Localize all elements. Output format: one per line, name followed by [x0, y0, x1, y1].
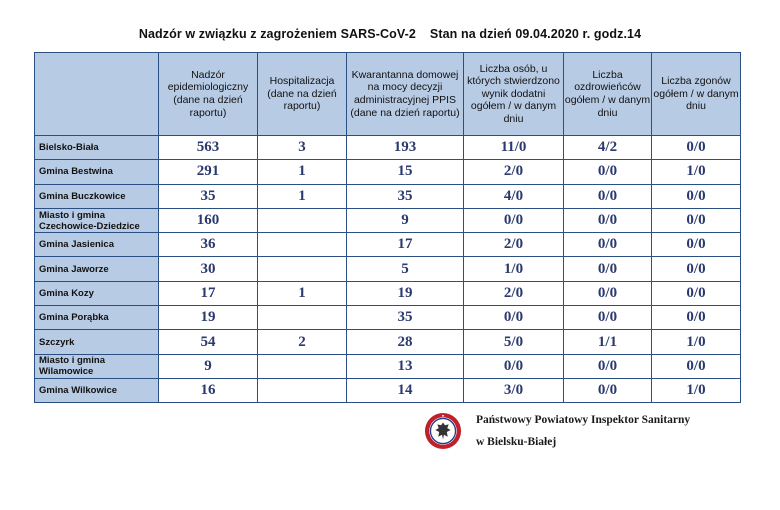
column-header: Hospitalizacja (dane na dzień raportu): [258, 53, 347, 136]
value-cell: 5: [347, 257, 464, 281]
value-cell: 5/0: [464, 330, 564, 354]
table-row: [35, 160, 741, 184]
value-cell: 9: [347, 208, 464, 232]
inspector-location: w Bielsku-Białej: [476, 436, 557, 448]
title-subject: Nadzór w związku z zagrożeniem SARS-CoV-2: [138, 27, 416, 41]
value-cell: 1/0: [652, 378, 741, 402]
value-cell: 0/0: [564, 160, 652, 184]
value-cell: 1/1: [564, 330, 652, 354]
value-cell: 17: [159, 281, 258, 305]
covid-report-table: [34, 52, 741, 403]
value-cell: 35: [347, 184, 464, 208]
value-cell: 193: [347, 136, 464, 160]
value-cell: 0/0: [564, 281, 652, 305]
value-cell: 0/0: [652, 208, 741, 232]
column-header: Kwarantanna domowej na mocy decyzji administracyjnej PPIS (dane na dzień raportu): [347, 53, 464, 136]
value-cell: [258, 208, 347, 232]
value-cell: 1: [258, 184, 347, 208]
value-cell: 19: [347, 281, 464, 305]
value-cell: 0/0: [464, 354, 564, 378]
page-title: [0, 27, 780, 41]
table-row: [35, 136, 741, 160]
table-row: [35, 184, 741, 208]
value-cell: 0/0: [652, 281, 741, 305]
value-cell: 160: [159, 208, 258, 232]
value-cell: 2: [258, 330, 347, 354]
value-cell: 0/0: [464, 306, 564, 330]
value-cell: 54: [159, 330, 258, 354]
table-header-row: [35, 53, 741, 136]
table-row: [35, 208, 741, 232]
value-cell: 0/0: [564, 257, 652, 281]
value-cell: 0/0: [652, 354, 741, 378]
value-cell: 4/2: [564, 136, 652, 160]
sanitary-inspection-seal-icon: [424, 412, 462, 450]
table-row: [35, 281, 741, 305]
seal-dot: [442, 415, 444, 417]
value-cell: 17: [347, 233, 464, 257]
value-cell: 16: [159, 378, 258, 402]
value-cell: 4/0: [464, 184, 564, 208]
value-cell: 19: [159, 306, 258, 330]
column-header: Nadzór epidemiologiczny (dane na dzień raportu): [159, 53, 258, 136]
value-cell: 28: [347, 330, 464, 354]
value-cell: 1/0: [464, 257, 564, 281]
value-cell: 0/0: [564, 233, 652, 257]
value-cell: [258, 354, 347, 378]
value-cell: 0/0: [652, 184, 741, 208]
value-cell: 15: [347, 160, 464, 184]
signature-text: [476, 414, 690, 448]
value-cell: 0/0: [564, 184, 652, 208]
value-cell: 3/0: [464, 378, 564, 402]
column-header: Liczba zgonów ogółem / w danym dniu: [652, 53, 741, 136]
value-cell: 35: [159, 184, 258, 208]
value-cell: 0/0: [652, 306, 741, 330]
value-cell: 0/0: [652, 136, 741, 160]
value-cell: 3: [258, 136, 347, 160]
value-cell: 0/0: [564, 306, 652, 330]
value-cell: [258, 257, 347, 281]
value-cell: 0/0: [652, 233, 741, 257]
value-cell: 30: [159, 257, 258, 281]
value-cell: 0/0: [652, 257, 741, 281]
value-cell: 9: [159, 354, 258, 378]
column-header: Liczba osób, u których stwierdzono wynik dodatni ogółem / w danym dniu: [464, 53, 564, 136]
value-cell: 36: [159, 233, 258, 257]
table-row: [35, 306, 741, 330]
value-cell: 2/0: [464, 233, 564, 257]
inspector-title: Państwowy Powiatowy Inspektor Sanitarny: [476, 414, 691, 426]
region-name-cell: Gmina Jaworze: [35, 257, 159, 281]
value-cell: 0/0: [564, 208, 652, 232]
value-cell: 11/0: [464, 136, 564, 160]
region-name-cell: Gmina Buczkowice: [35, 184, 159, 208]
value-cell: 0/0: [564, 378, 652, 402]
table-row: [35, 233, 741, 257]
value-cell: 1/0: [652, 160, 741, 184]
column-header: [35, 53, 159, 136]
table-row: [35, 378, 741, 402]
region-name-cell: Gmina Kozy: [35, 281, 159, 305]
value-cell: 2/0: [464, 160, 564, 184]
region-name-cell: Bielsko-Biała: [35, 136, 159, 160]
region-name-cell: Gmina Bestwina: [35, 160, 159, 184]
value-cell: 1: [258, 160, 347, 184]
value-cell: [258, 233, 347, 257]
region-name-cell: Miasto i gmina Wilamowice: [35, 354, 159, 378]
value-cell: 291: [159, 160, 258, 184]
value-cell: 35: [347, 306, 464, 330]
value-cell: 13: [347, 354, 464, 378]
value-cell: 1/0: [652, 330, 741, 354]
inspector-signature: [424, 412, 754, 462]
column-header: Liczba ozdrowieńców ogółem / w danym dniu: [564, 53, 652, 136]
region-name-cell: Gmina Wilkowice: [35, 378, 159, 402]
region-name-cell: Gmina Porąbka: [35, 306, 159, 330]
value-cell: 2/0: [464, 281, 564, 305]
region-name-cell: Gmina Jasienica: [35, 233, 159, 257]
region-name-cell: Szczyrk: [35, 330, 159, 354]
value-cell: 14: [347, 378, 464, 402]
value-cell: 1: [258, 281, 347, 305]
value-cell: 563: [159, 136, 258, 160]
title-date: Stan na dzień 09.04.2020 r. godz.14: [429, 27, 642, 41]
value-cell: [258, 306, 347, 330]
value-cell: 0/0: [464, 208, 564, 232]
table-row: [35, 354, 741, 378]
table-row: [35, 330, 741, 354]
value-cell: 0/0: [564, 354, 652, 378]
value-cell: [258, 378, 347, 402]
region-name-cell: Miasto i gmina Czechowice-Dziedzice: [35, 208, 159, 232]
table-row: [35, 257, 741, 281]
